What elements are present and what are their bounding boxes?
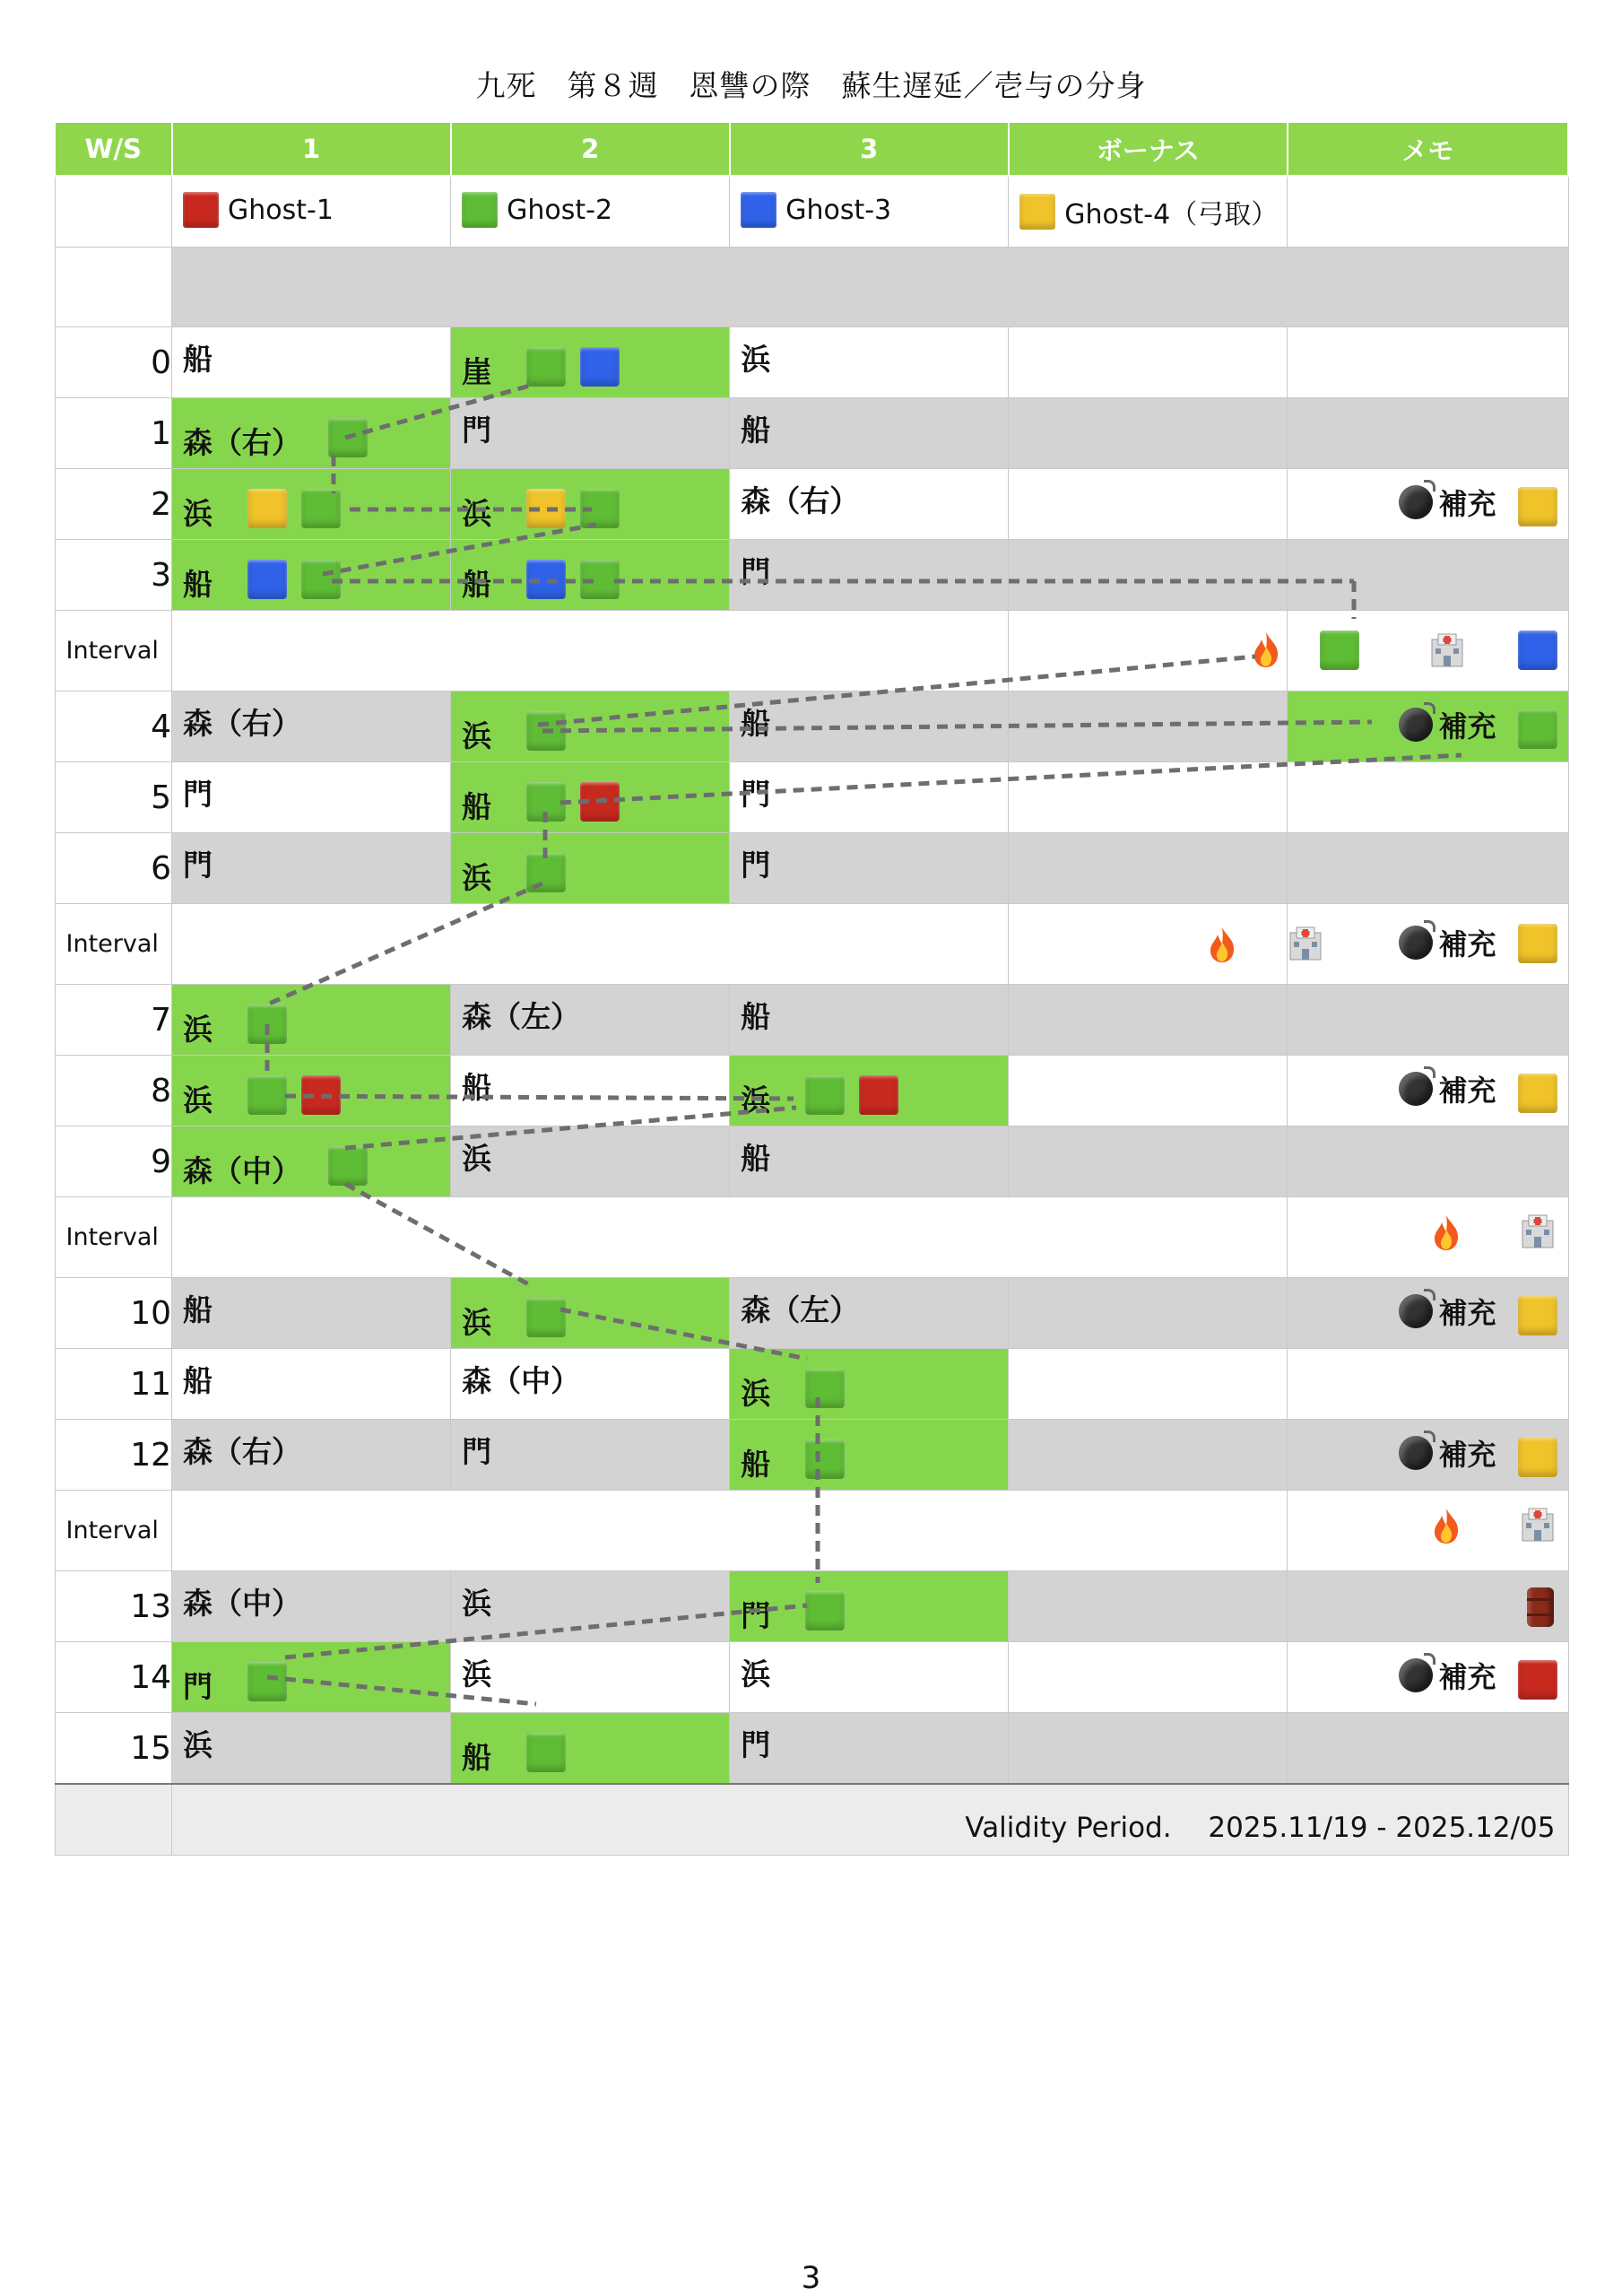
- ghost-2-marker: [526, 1733, 566, 1772]
- location-label: 船: [183, 567, 213, 602]
- bomb-icon: [1399, 926, 1433, 960]
- location-label: 門: [462, 413, 492, 448]
- ghost-2-marker: [328, 1146, 368, 1186]
- ws-label: 1: [55, 398, 172, 469]
- location-label: 船: [741, 1447, 771, 1482]
- interval-label: Interval: [55, 611, 172, 691]
- slot-row-0: [55, 327, 1568, 398]
- slot-row-14: [55, 1642, 1568, 1713]
- location-label: 浜: [462, 860, 492, 895]
- refill-note: 補充: [1399, 1068, 1496, 1109]
- location-label: 船: [741, 1141, 771, 1176]
- validity-period: Validity Period. 2025.11/19 - 2025.12/05: [965, 1812, 1556, 1844]
- location-label: 崖: [462, 354, 492, 389]
- bomb-icon: [1399, 1436, 1433, 1470]
- ghost-4-marker: [1518, 487, 1557, 526]
- location-label: 船: [462, 1070, 492, 1105]
- ghost-2-marker: [247, 1004, 287, 1044]
- refill-note: 補充: [1399, 704, 1496, 745]
- ghost-3-marker: [1518, 631, 1557, 670]
- red-square-icon: [183, 192, 219, 228]
- barrel-icon: [1527, 1587, 1554, 1627]
- location-label: 浜: [462, 496, 492, 531]
- location-label: 森（右）: [183, 425, 302, 460]
- location-label: 浜: [183, 496, 213, 531]
- bomb-icon: [1399, 1658, 1433, 1692]
- interval-row-4: [55, 1491, 1568, 1571]
- location-label: 浜: [462, 1657, 492, 1692]
- ghost-2-marker: [301, 489, 341, 528]
- slot-row-6: [55, 833, 1568, 904]
- ghost-2-marker: [247, 1075, 287, 1115]
- ghost-2-marker: [805, 1439, 845, 1479]
- ghost-4-marker: [1518, 1438, 1557, 1477]
- ghost-2-marker: [805, 1075, 845, 1115]
- ws-label: 7: [55, 985, 172, 1056]
- blue-square-icon: [741, 192, 776, 228]
- footer-row: [55, 1784, 1568, 1856]
- location-label: 浜: [741, 1376, 771, 1411]
- location-label: 門: [462, 1434, 492, 1469]
- fire-icon: [1431, 1507, 1462, 1544]
- hospital-icon: [1520, 1507, 1556, 1543]
- location-label: 船: [462, 789, 492, 824]
- header-col-2: 2: [451, 122, 730, 176]
- location-label: 船: [462, 1740, 492, 1775]
- location-label: 船: [183, 342, 213, 377]
- ghost-2-marker: [805, 1591, 845, 1631]
- ghost-3-marker: [247, 560, 287, 599]
- slot-row-7: [55, 985, 1568, 1056]
- slot-row-2: [55, 469, 1568, 540]
- ws-label: 4: [55, 691, 172, 762]
- fire-icon: [1251, 631, 1281, 668]
- refill-note: 補充: [1399, 1291, 1496, 1332]
- slot-row-11: [55, 1349, 1568, 1420]
- ws-label: 14: [55, 1642, 172, 1713]
- ghost-4-marker: [1518, 1296, 1557, 1335]
- schedule-table: [54, 121, 1569, 1856]
- location-label: 森（中）: [183, 1586, 302, 1621]
- location-label: 門: [183, 848, 213, 883]
- location-label: 森（中）: [462, 1363, 581, 1398]
- interval-label: Interval: [55, 904, 172, 985]
- location-label: 船: [183, 1363, 213, 1398]
- bomb-icon: [1399, 1294, 1433, 1328]
- location-label: 浜: [462, 718, 492, 753]
- location-label: 船: [741, 413, 771, 448]
- slot-row-13: [55, 1571, 1568, 1642]
- ghost-3-marker: [526, 560, 566, 599]
- refill-note: 補充: [1399, 482, 1496, 523]
- legend-ghost-3: Ghost-3: [741, 192, 891, 228]
- ghost-2-marker: [580, 560, 620, 599]
- location-label: 門: [741, 1727, 771, 1762]
- ws-label: 11: [55, 1349, 172, 1420]
- slot-row-3: [55, 540, 1568, 611]
- ws-label: 8: [55, 1056, 172, 1126]
- ws-label: 2: [55, 469, 172, 540]
- ghost-2-marker: [247, 1662, 287, 1701]
- ghost-4-marker: [1518, 924, 1557, 963]
- interval-row-1: [55, 611, 1568, 691]
- location-label: 浜: [462, 1141, 492, 1176]
- ws-label: 12: [55, 1420, 172, 1491]
- ghost-2-marker: [1518, 709, 1557, 749]
- legend-row: [55, 176, 1568, 248]
- refill-note: 補充: [1399, 1655, 1496, 1696]
- interval-row-2: [55, 904, 1568, 985]
- legend-ghost-4: Ghost-4（弓取）: [1019, 192, 1278, 231]
- ghost-2-marker: [526, 1298, 566, 1337]
- hospital-icon: [1288, 926, 1323, 961]
- slot-row-10: [55, 1278, 1568, 1349]
- header-col-1: 1: [172, 122, 451, 176]
- ws-label: 3: [55, 540, 172, 611]
- fire-icon: [1207, 926, 1237, 963]
- location-label: 浜: [741, 342, 771, 377]
- slot-row-9: [55, 1126, 1568, 1197]
- location-label: 門: [741, 777, 771, 812]
- location-label: 門: [183, 777, 213, 812]
- header-col-3: 3: [730, 122, 1009, 176]
- page-number: 3: [801, 2260, 821, 2296]
- ghost-2-marker: [526, 711, 566, 751]
- document-title: 九死 第８週 恩讐の際 蘇生遅延／壱与の分身: [475, 68, 1147, 103]
- location-label: 船: [462, 567, 492, 602]
- ghost-3-marker: [580, 347, 620, 387]
- location-label: 森（右）: [183, 706, 302, 741]
- ghost-2-marker: [328, 418, 368, 457]
- ghost-1-marker: [859, 1075, 898, 1115]
- header-row: [55, 122, 1568, 176]
- legend-ghost-2: Ghost-2: [462, 192, 612, 228]
- ws-label: 0: [55, 327, 172, 398]
- slot-row-12: [55, 1420, 1568, 1491]
- fire-icon: [1431, 1213, 1462, 1251]
- location-label: 浜: [741, 1657, 771, 1692]
- ghost-2-marker: [580, 489, 620, 528]
- ws-label: 9: [55, 1126, 172, 1197]
- interval-label: Interval: [55, 1491, 172, 1571]
- location-label: 門: [741, 554, 771, 589]
- header-memo: メモ: [1288, 122, 1568, 176]
- location-label: 門: [741, 1598, 771, 1633]
- ghost-1-marker: [1518, 1660, 1557, 1700]
- bomb-icon: [1399, 485, 1433, 519]
- ghost-2-marker: [526, 347, 566, 387]
- ghost-2-marker: [805, 1369, 845, 1408]
- refill-note: 補充: [1399, 1432, 1496, 1474]
- ws-label: 15: [55, 1713, 172, 1785]
- legend-ghost-1: Ghost-1: [183, 192, 334, 228]
- ghost-2-marker: [526, 782, 566, 822]
- location-label: 浜: [462, 1586, 492, 1621]
- location-label: 森（右）: [183, 1434, 302, 1469]
- location-label: 浜: [741, 1083, 771, 1118]
- hospital-icon: [1520, 1213, 1556, 1249]
- location-label: 船: [741, 706, 771, 741]
- ghost-4-marker: [247, 489, 287, 528]
- location-label: 森（中）: [183, 1153, 302, 1188]
- schedule-sheet: [54, 121, 1569, 1856]
- bomb-icon: [1399, 1072, 1433, 1106]
- location-label: 浜: [183, 1083, 213, 1118]
- interval-label: Interval: [55, 1197, 172, 1278]
- location-label: 森（右）: [741, 483, 860, 518]
- ws-label: 10: [55, 1278, 172, 1349]
- ghost-1-marker: [301, 1075, 341, 1115]
- slot-row-8: [55, 1056, 1568, 1126]
- location-label: 船: [183, 1292, 213, 1327]
- ws-label: 5: [55, 762, 172, 833]
- yellow-square-icon: [1019, 194, 1055, 230]
- ghost-2-marker: [526, 853, 566, 892]
- green-square-icon: [462, 192, 498, 228]
- bomb-icon: [1399, 708, 1433, 742]
- location-label: 門: [741, 848, 771, 883]
- ws-label: 6: [55, 833, 172, 904]
- location-label: 門: [183, 1669, 213, 1704]
- ghost-4-marker: [526, 489, 566, 528]
- location-label: 浜: [183, 1012, 213, 1047]
- ghost-4-marker: [1518, 1074, 1557, 1113]
- ghost-2-marker: [301, 560, 341, 599]
- location-label: 森（左）: [741, 1292, 860, 1327]
- interval-row-3: [55, 1197, 1568, 1278]
- slot-row-4: [55, 691, 1568, 762]
- slot-row-15: [55, 1713, 1568, 1785]
- header-bonus: ボーナス: [1009, 122, 1288, 176]
- location-label: 船: [741, 999, 771, 1034]
- ghost-1-marker: [580, 782, 620, 822]
- spacer-row: [55, 248, 1568, 327]
- ws-label: 13: [55, 1571, 172, 1642]
- location-label: 森（左）: [462, 999, 581, 1034]
- slot-row-5: [55, 762, 1568, 833]
- header-ws: W/S: [55, 122, 172, 176]
- location-label: 浜: [183, 1727, 213, 1762]
- location-label: 浜: [462, 1305, 492, 1340]
- ghost-2-marker: [1320, 631, 1359, 670]
- slot-row-1: [55, 398, 1568, 469]
- hospital-icon: [1429, 632, 1465, 668]
- refill-note: 補充: [1399, 922, 1496, 963]
